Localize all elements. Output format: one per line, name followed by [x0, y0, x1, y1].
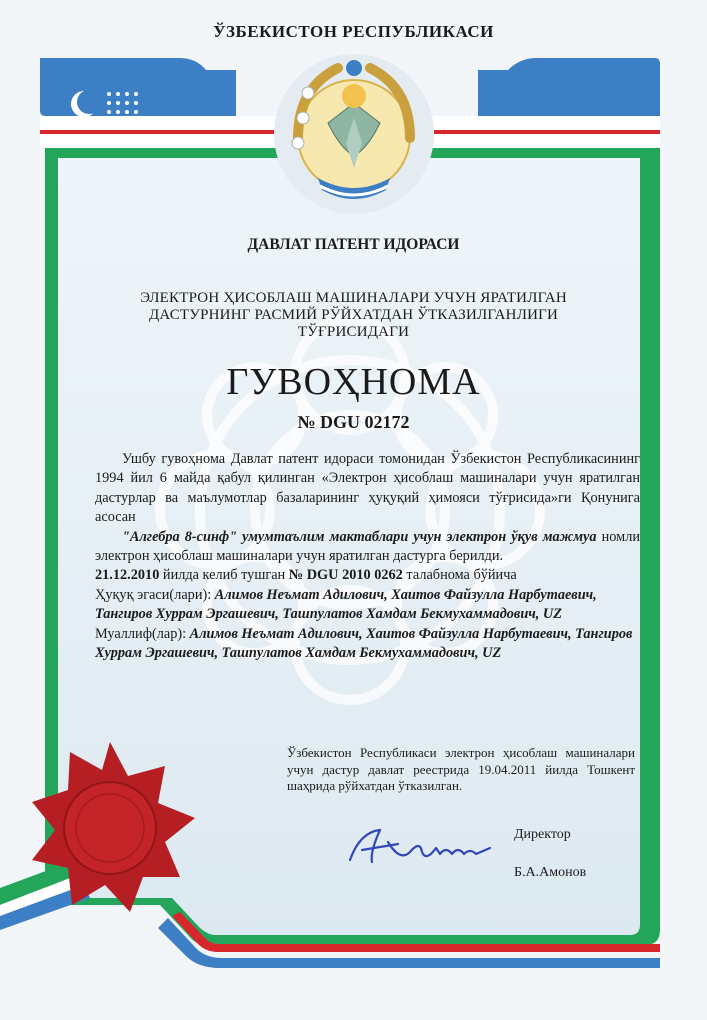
owners-value: Алимов Неъмат Адилович, Хаитов Файзулла Нарбутаевич, Тангиров Хуррам Эргашевич, Ташпулатов Хамдам Бекмухаммадович, UZ [95, 586, 597, 623]
country-heading: ЎЗБЕКИСТОН РЕСПУБЛИКАСИ [213, 22, 494, 41]
authors-line [95, 625, 640, 664]
director-title: Директор [514, 827, 571, 842]
certificate-title: ГУВОҲНОМА [226, 361, 481, 403]
application-mid: йилда келиб тушган [162, 567, 286, 584]
program-line [95, 528, 640, 567]
program-name: "Алгебра 8-синф" умумтаълим мактаблари учун электрон ўқув мажмуа [122, 528, 597, 545]
certificate-body [95, 450, 640, 663]
subtitle-line-2: ДАСТУРНИНГ РАСМИЙ РЎЙХАТДАН ЎТКАЗИЛГАНЛИГИ [148, 307, 559, 323]
registry-note: Ўзбекистон Республикаси электрон ҳисоблаш машиналари учун дастур давлат реестрида 19.04.2011 йилда Тошкент шаҳрида рўйхатдан ўтказилган. [287, 745, 635, 793]
director-name: Б.А.Амонов [514, 865, 587, 880]
application-line [95, 566, 640, 585]
state-emblem-icon [268, 48, 440, 220]
certificate-number: № DGU 02172 [297, 412, 410, 432]
certificate-subtitle [90, 290, 617, 341]
office-heading: ДАВЛАТ ПАТЕНТ ИДОРАСИ [247, 236, 460, 253]
signature-icon [340, 822, 505, 872]
application-suffix: талабнома бўйича [406, 567, 517, 584]
intro-paragraph: Ушбу гувоҳнома Давлат патент идораси томонидан Ўзбекистон Республикасининг 1994 йил 6 майда қабул қилинган «Электрон ҳисоблаш машиналари учун яратилган дастурлар ва маълумотлар базаларининг ҳуқуқий ҳимояси тўғрисида»ги Қонунига асосан [95, 451, 640, 526]
owners-line [95, 586, 640, 625]
authors-value: Алимов Неъмат Адилович, Хаитов Файзулла Нарбутаевич, Тангиров Хуррам Эргашевич, Ташпулатов Хамдам Бекмухаммадович, UZ [95, 625, 633, 662]
authors-label: Муаллиф(лар): [95, 625, 187, 642]
application-date: 21.12.2010 [95, 567, 160, 584]
owners-label: Ҳуқуқ эгаси(лари): [95, 586, 212, 603]
crescent-stars-icon [70, 84, 150, 124]
program-suffix: номли электрон ҳисоблаш машиналари учун яратилган дастурга берилди. [95, 528, 640, 565]
subtitle-line-3: ТЎҒРИСИДАГИ [297, 324, 410, 340]
subtitle-line-1: ЭЛЕКТРОН ҲИСОБЛАШ МАШИНАЛАРИ УЧУН ЯРАТИЛГАН [140, 290, 567, 306]
application-number: № DGU 2010 0262 [288, 567, 403, 584]
